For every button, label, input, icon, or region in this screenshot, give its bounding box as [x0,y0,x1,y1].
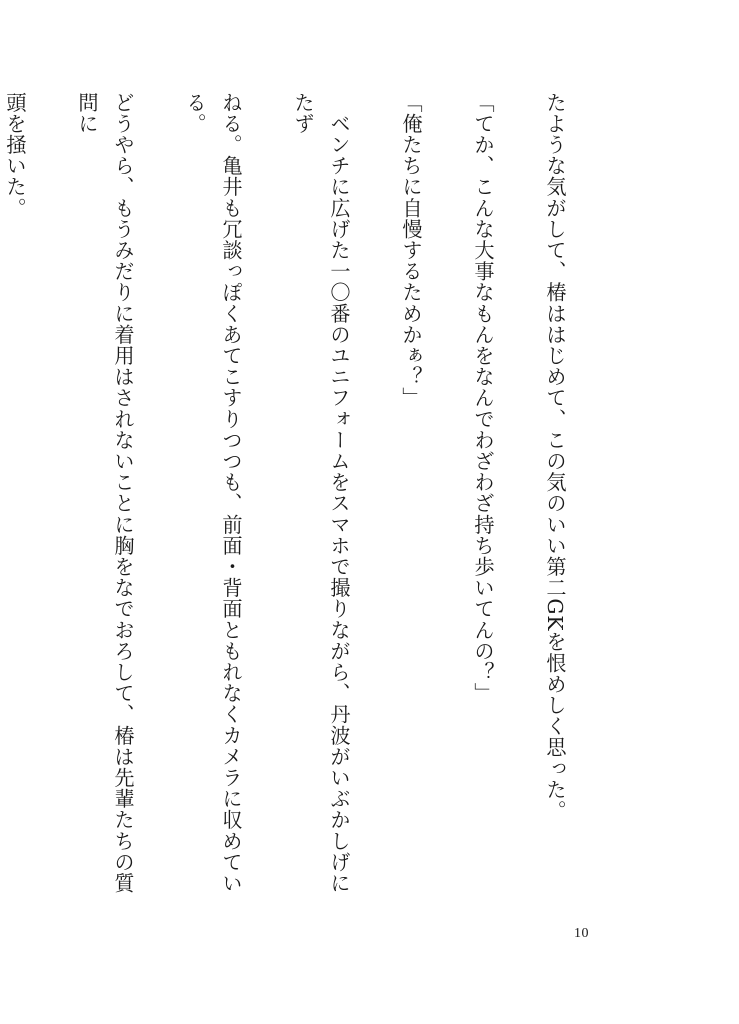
text-line: ねる。亀井も冗談っぽくあてこすりつつも、前面・背面ともれなくカメラに収めている。 [183,92,243,894]
text-line: 頭を掻いた。 [3,92,27,219]
text-line: 「てか、こんな大事なもんをなんでわざわざ持ち歩いてんの？」 [471,92,495,704]
text-line: たような気がして、椿ははじめて、この気のいい第二GKを恨めしく思った。 [543,92,567,822]
vertical-text-body [3,92,609,912]
text-line: 「俺たちに自慢するためかぁ？」 [399,92,423,409]
text-line: どうやら、もうみだりに着用はされないことに胸をなでおろして、椿は先輩たちの質問に [75,92,135,894]
text-line: ベンチに広げた一〇番のユニフォームをスマホで撮りながら、丹波がいぶかしげにたず [291,92,351,894]
page-number: 10 [574,926,589,941]
